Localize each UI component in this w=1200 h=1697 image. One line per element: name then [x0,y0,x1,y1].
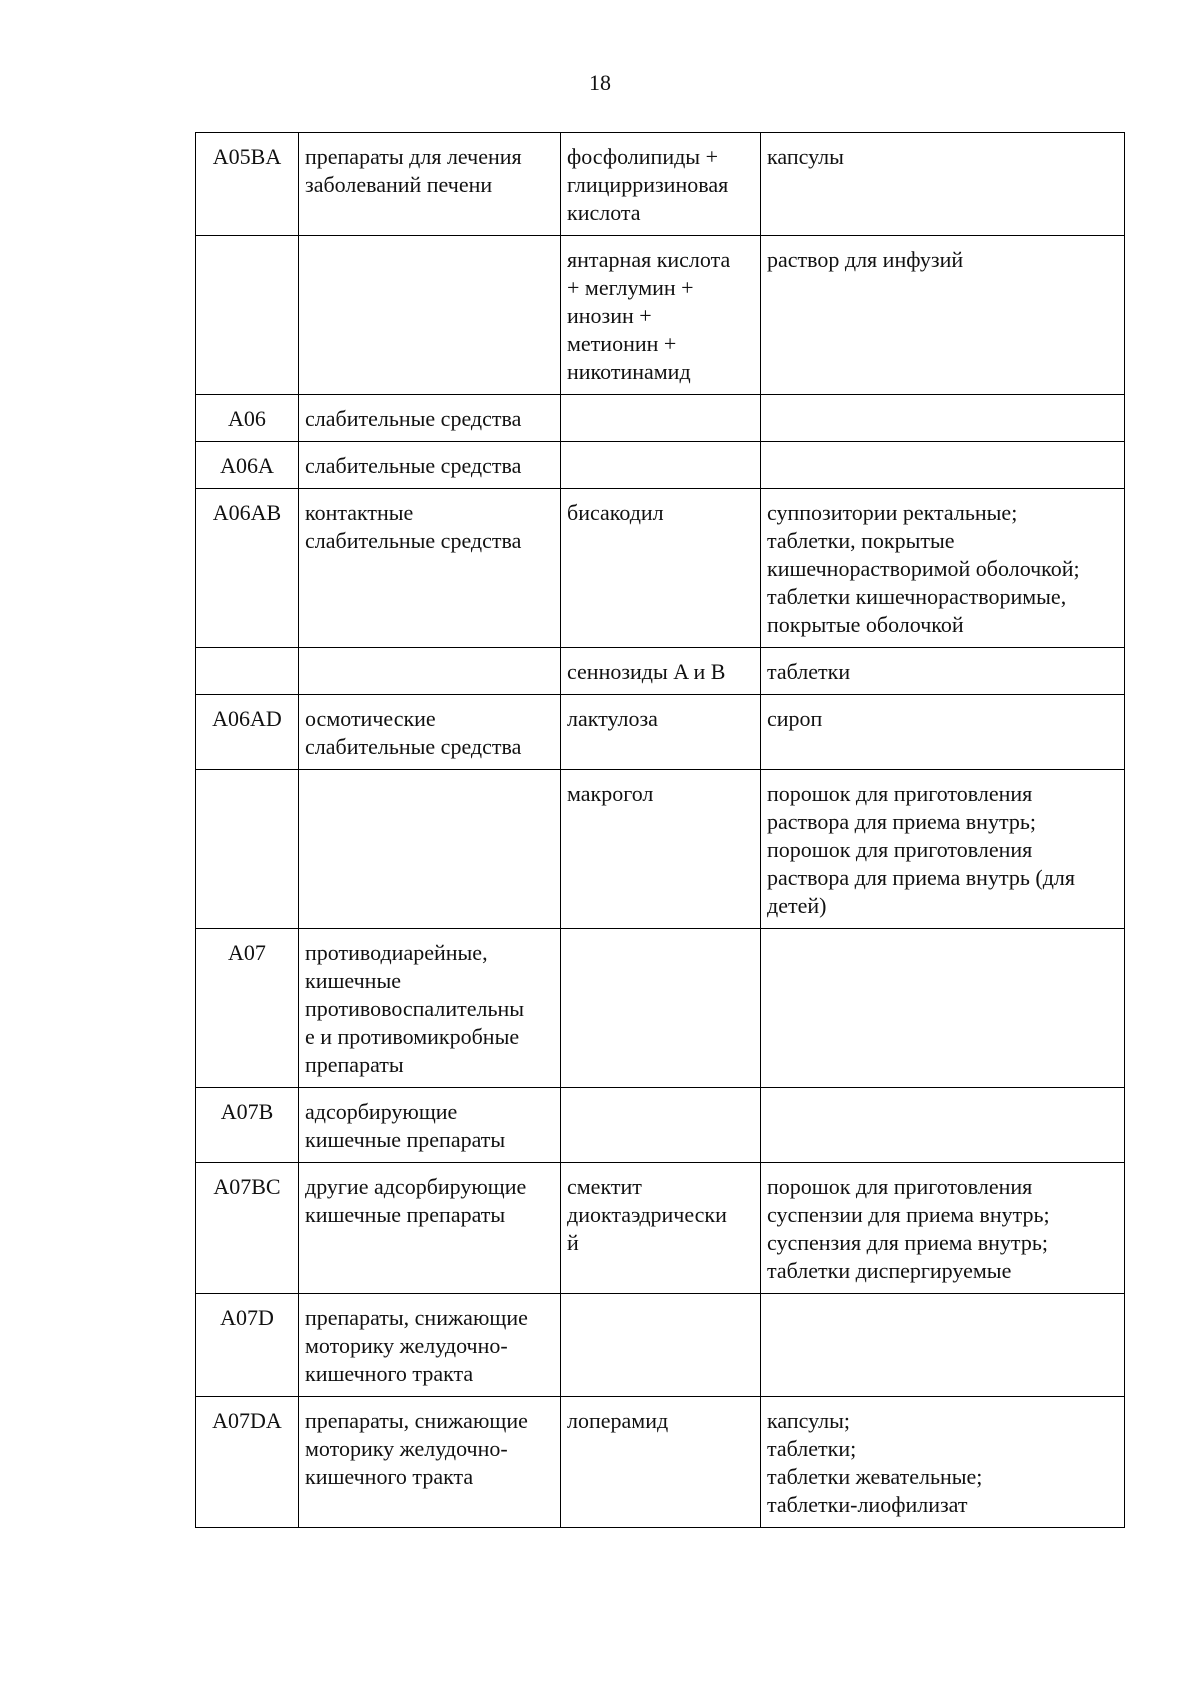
table-row [196,929,1125,1088]
group-cell: слабительные средства [299,395,561,442]
table-row [196,236,1125,395]
drug-cell: фосфолипиды + глицирризиновая кислота [561,133,761,236]
group-cell: адсорбирующие кишечные препараты [299,1088,561,1163]
group-cell: противодиарейные, кишечные противовоспалительны е и противомикробные препараты [299,929,561,1088]
table-row [196,1397,1125,1528]
drug-cell: сеннозиды A и B [561,648,761,695]
table-row [196,648,1125,695]
form-cell: раствор для инфузий [761,236,1125,395]
atc-code-cell: A07 [196,929,299,1088]
table-row [196,770,1125,929]
table-row [196,133,1125,236]
atc-code-cell: A06 [196,395,299,442]
table-row [196,395,1125,442]
form-cell [761,929,1125,1088]
drug-cell: лактулоза [561,695,761,770]
atc-code-cell: A06A [196,442,299,489]
atc-code-cell: A07DA [196,1397,299,1528]
atc-code-cell: A07D [196,1294,299,1397]
group-cell: препараты для лечения заболеваний печени [299,133,561,236]
page-number: 18 [589,70,611,95]
drug-cell: янтарная кислота + меглумин + инозин + метионин + никотинамид [561,236,761,395]
table-row [196,1163,1125,1294]
form-cell: порошок для приготовления раствора для приема внутрь; порошок для приготовления раствора для приема внутрь (для детей) [761,770,1125,929]
group-cell: препараты, снижающие моторику желудочно- кишечного тракта [299,1294,561,1397]
atc-code-cell: A06AB [196,489,299,648]
drug-cell [561,442,761,489]
group-cell: осмотические слабительные средства [299,695,561,770]
drug-cell [561,395,761,442]
group-cell: препараты, снижающие моторику желудочно- кишечного тракта [299,1397,561,1528]
atc-code-cell [196,648,299,695]
table-row [196,489,1125,648]
drug-cell [561,929,761,1088]
atc-code-cell [196,770,299,929]
group-cell [299,236,561,395]
form-cell [761,1088,1125,1163]
atc-code-cell: A07B [196,1088,299,1163]
form-cell [761,442,1125,489]
drug-cell: смектит диоктаэдрически й [561,1163,761,1294]
group-cell: другие адсорбирующие кишечные препараты [299,1163,561,1294]
form-cell: таблетки [761,648,1125,695]
atc-code-cell [196,236,299,395]
form-cell: суппозитории ректальные; таблетки, покрытые кишечнорастворимой оболочкой; таблетки кишечнорастворимые, покрытые оболочкой [761,489,1125,648]
table-row [196,442,1125,489]
drug-cell: макрогол [561,770,761,929]
drug-cell [561,1294,761,1397]
table-row [196,695,1125,770]
table-row [196,1294,1125,1397]
form-cell: капсулы [761,133,1125,236]
drug-cell [561,1088,761,1163]
table-row [196,1088,1125,1163]
drug-cell: лоперамид [561,1397,761,1528]
form-cell: сироп [761,695,1125,770]
form-cell [761,1294,1125,1397]
group-cell [299,770,561,929]
atc-code-cell: A05BA [196,133,299,236]
form-cell: капсулы; таблетки; таблетки жевательные; таблетки-лиофилизат [761,1397,1125,1528]
drug-cell: бисакодил [561,489,761,648]
group-cell: контактные слабительные средства [299,489,561,648]
group-cell [299,648,561,695]
atc-code-cell: A07BC [196,1163,299,1294]
atc-code-cell: A06AD [196,695,299,770]
drug-table [195,132,1125,1528]
form-cell: порошок для приготовления суспензии для приема внутрь; суспензия для приема внутрь; таблетки диспергируемые [761,1163,1125,1294]
group-cell: слабительные средства [299,442,561,489]
form-cell [761,395,1125,442]
